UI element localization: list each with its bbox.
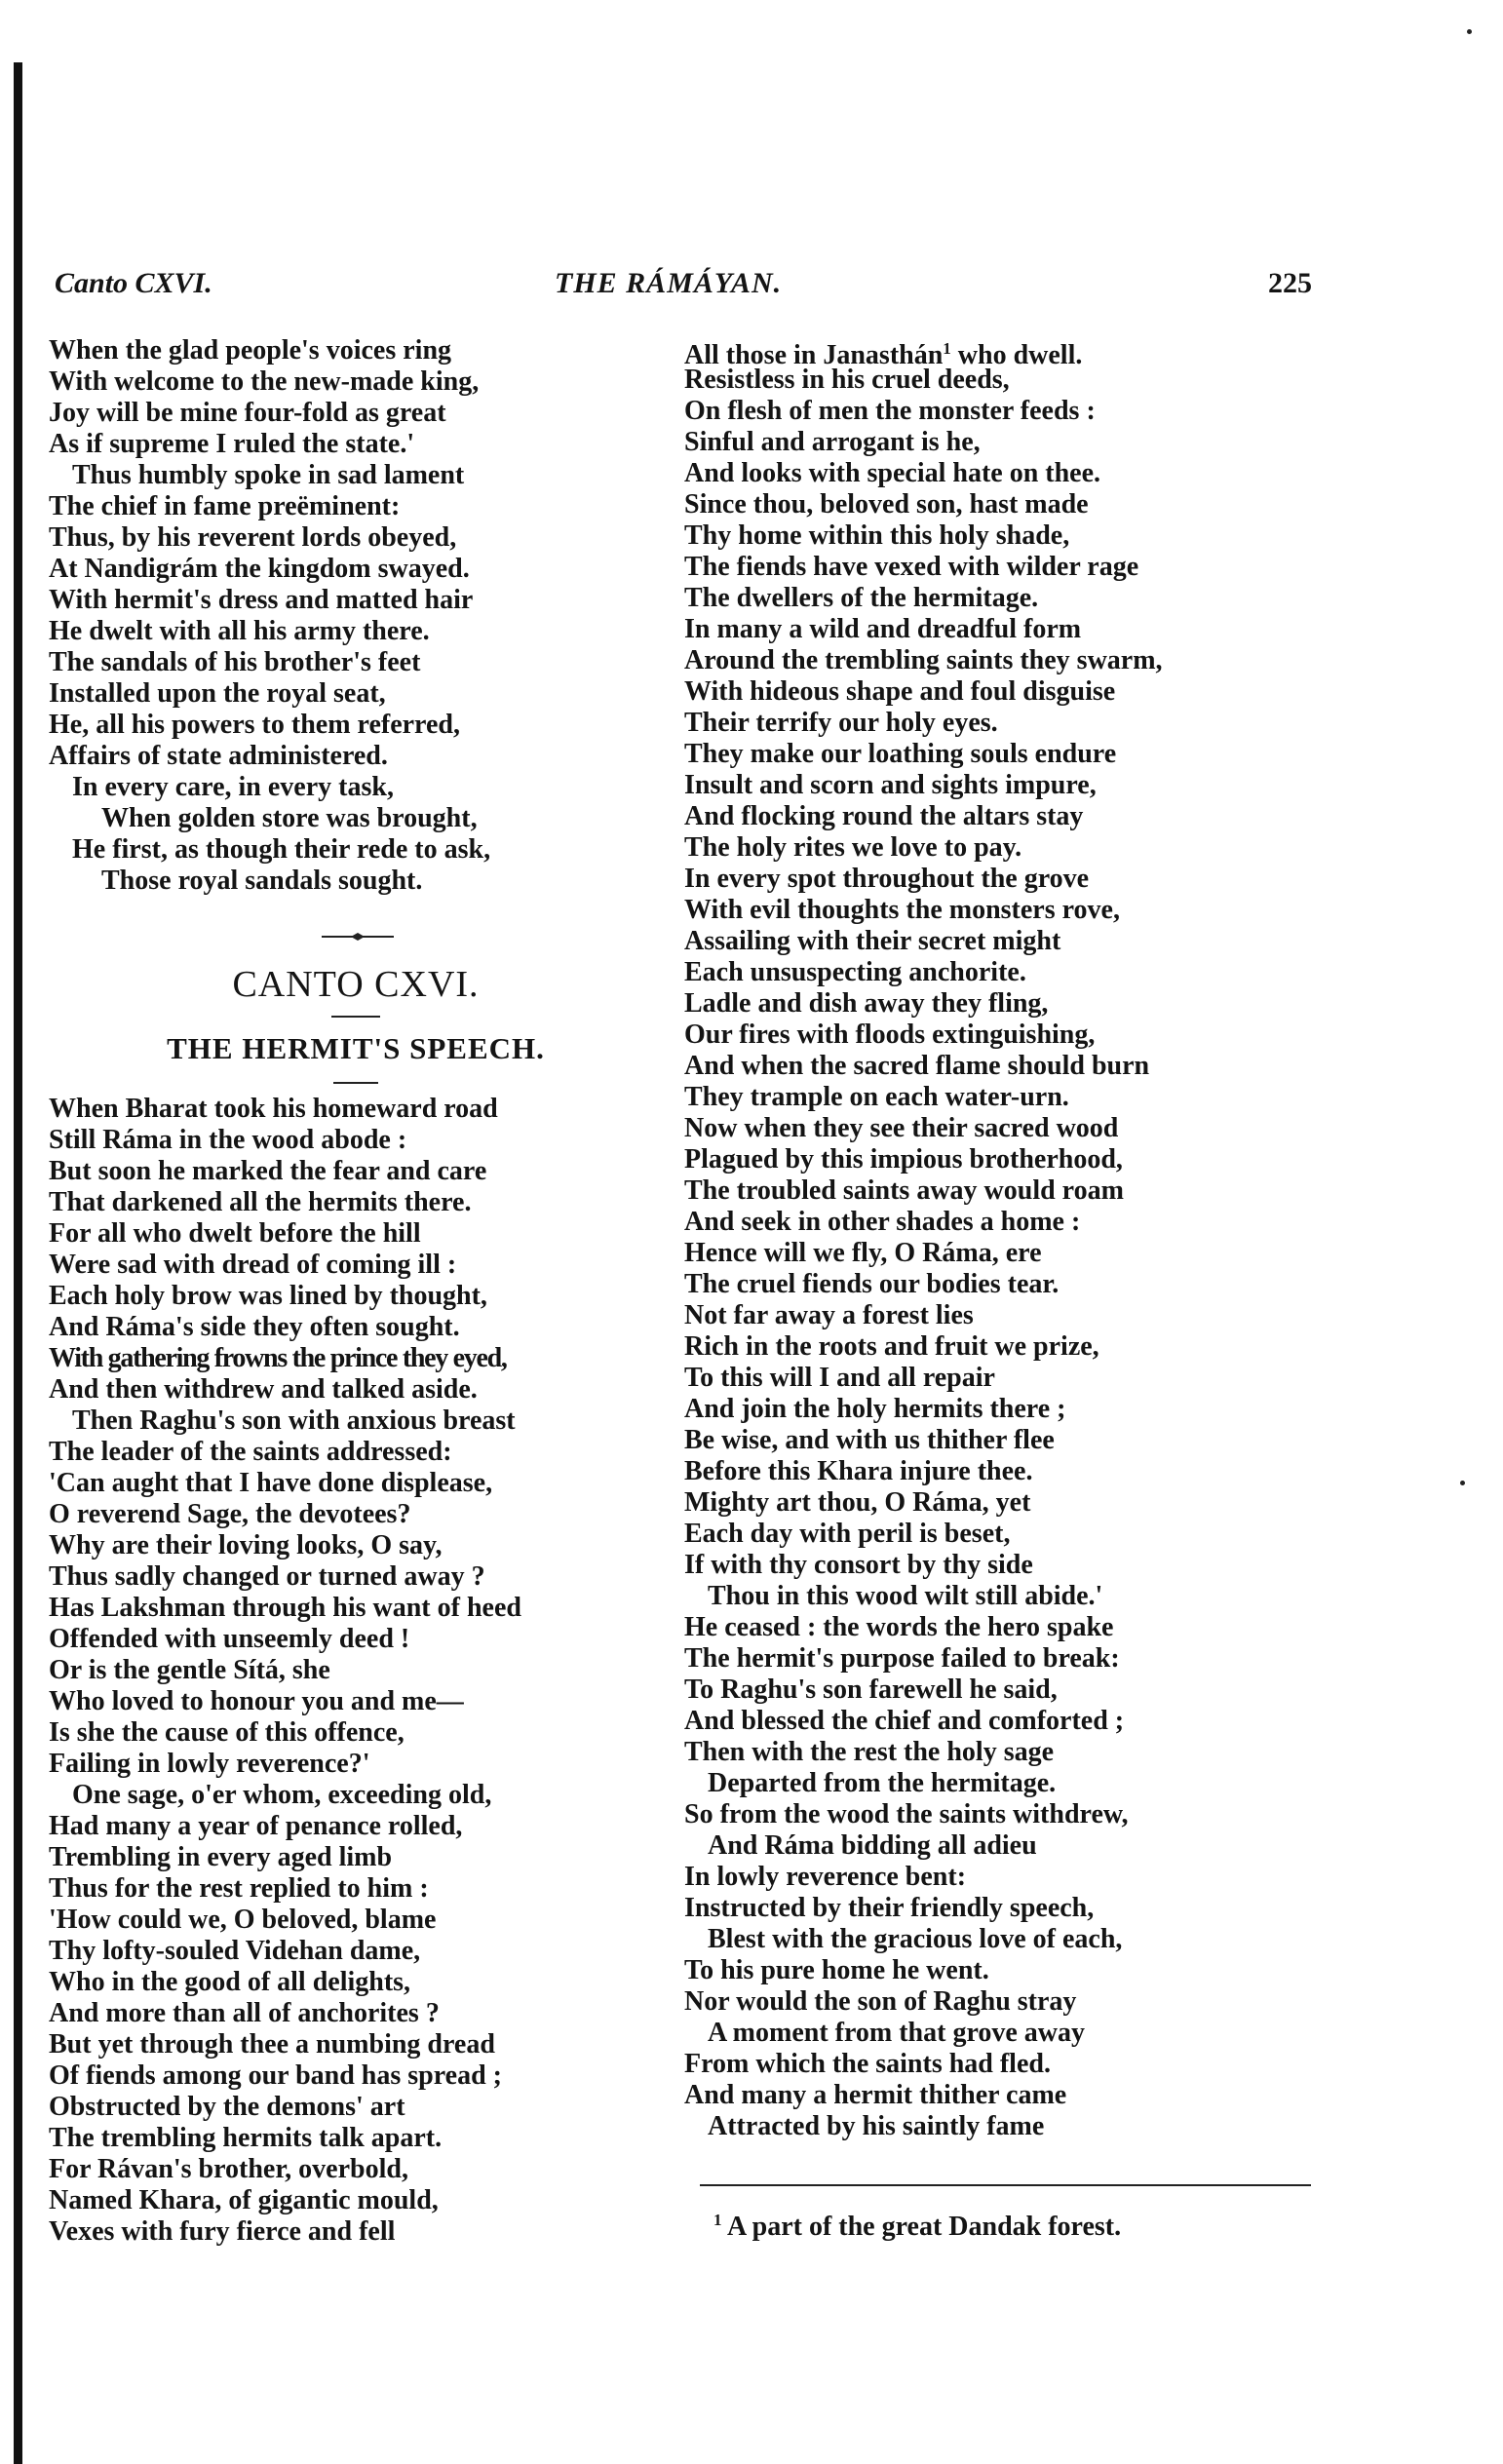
verse-line: At Nandigrám the kingdom swayed. <box>49 554 470 584</box>
verse-line: The fiends have vexed with wilder rage <box>684 552 1139 582</box>
footnote <box>713 2211 1121 2243</box>
print-speck <box>1460 1481 1465 1485</box>
verse-line: They make our loathing souls endure <box>684 739 1117 769</box>
verse-line: Sinful and arrogant is he, <box>684 427 981 457</box>
verse-line: Affairs of state administered. <box>49 741 388 771</box>
verse-line: And looks with special hate on thee. <box>684 458 1101 488</box>
running-header-canto: Canto CXVI. <box>55 267 212 299</box>
verse-line: To Raghu's son farewell he said, <box>684 1675 1058 1705</box>
verse-line: He ceased : the words the hero spake <box>684 1612 1114 1642</box>
right-column <box>684 333 1328 2142</box>
verse-line: Attracted by his saintly fame <box>708 2111 1045 2141</box>
verse-line: To his pure home he went. <box>684 1955 989 1985</box>
verse-line: Or is the gentle Sítá, she <box>49 1655 330 1685</box>
verse-line: When golden store was brought, <box>101 803 478 833</box>
verse-line: The dwellers of the hermitage. <box>684 583 1039 613</box>
verse-line: 'Can aught that I have done displease, <box>49 1468 493 1498</box>
verse-line: Each day with peril is beset, <box>684 1519 1011 1549</box>
verse-line: Why are their loving looks, O say, <box>49 1530 443 1560</box>
verse-line: O reverend Sage, the devotees? <box>49 1499 411 1529</box>
verse-line: And Ráma's side they often sought. <box>49 1312 460 1342</box>
heading-rule <box>333 1082 378 1084</box>
verse-line: And more than all of anchorites ? <box>49 1998 440 2028</box>
page-number: 225 <box>1268 267 1312 299</box>
verse-line: Insult and scorn and sights impure, <box>684 770 1097 800</box>
verse-line: Named Khara, of gigantic mould, <box>49 2185 439 2215</box>
verse-line: Who in the good of all delights, <box>49 1967 411 1997</box>
verse-line: Not far away a forest lies <box>684 1300 974 1330</box>
verse-line: Thus, by his reverent lords obeyed, <box>49 522 457 553</box>
verse-line-end: who dwell. <box>950 340 1083 370</box>
verse-line: The trembling hermits talk apart. <box>49 2123 443 2153</box>
verse-line: Around the trembling saints they swarm, <box>684 645 1163 675</box>
verse-line-start: All those in Janasthán <box>684 340 944 370</box>
verse-line: If with thy consort by thy side <box>684 1550 1033 1580</box>
verse-line: In lowly reverence bent: <box>684 1862 967 1892</box>
verse-line: With evil thoughts the monsters rove, <box>684 895 1120 925</box>
verse-line: Mighty art thou, O Ráma, yet <box>684 1487 1031 1518</box>
verse-line: Plagued by this impious brotherhood, <box>684 1144 1123 1174</box>
verse-line: Rich in the roots and fruit we prize, <box>684 1331 1099 1362</box>
heading-rule <box>331 1016 380 1018</box>
verse-line: In every spot throughout the grove <box>684 864 1090 894</box>
verse-line: Blest with the gracious love of each, <box>708 1924 1123 1954</box>
verse-line: Has Lakshman through his want of heed <box>49 1593 521 1623</box>
verse-line: For Rávan's brother, overbold, <box>49 2154 408 2184</box>
verse-line: Thy lofty-souled Videhan dame, <box>49 1936 421 1966</box>
verse-line: Nor would the son of Raghu stray <box>684 1986 1077 2017</box>
verse-line: Departed from the hermitage. <box>708 1768 1057 1798</box>
verse-line: They trample on each water-urn. <box>684 1082 1069 1112</box>
verse-line: On flesh of men the monster feeds : <box>684 396 1096 426</box>
verse-line: Of fiends among our band has spread ; <box>49 2060 502 2091</box>
running-header <box>55 267 1312 302</box>
footnote-text: A part of the great Dandak forest. <box>721 2212 1122 2242</box>
verse-line: And Ráma bidding all adieu <box>708 1830 1037 1861</box>
verse-line: Trembling in every aged limb <box>49 1842 393 1872</box>
verse-line: And join the holy hermits there ; <box>684 1394 1066 1424</box>
left-column <box>49 335 663 897</box>
verse-line: That darkened all the hermits there. <box>49 1187 472 1217</box>
verse-line: For all who dwelt before the hill <box>49 1218 421 1249</box>
left-column-lower <box>49 1094 663 2248</box>
verse-line: Thou in this wood wilt still abide.' <box>708 1581 1103 1611</box>
verse-line: Instructed by their friendly speech, <box>684 1893 1095 1923</box>
verse-line: But yet through thee a numbing dread <box>49 2029 495 2060</box>
verse-line: The troubled saints away would roam <box>684 1175 1124 1206</box>
verse-line: Thy home within this holy shade, <box>684 520 1070 551</box>
verse-line: To this will I and all repair <box>684 1363 995 1393</box>
verse-line: Since thou, beloved son, hast made <box>684 489 1089 520</box>
footnote-reference: 1 <box>943 339 951 358</box>
verse-line: The chief in fame preëminent: <box>49 491 401 521</box>
verse-line: And when the sacred flame should burn <box>684 1051 1150 1081</box>
footnote-marker: 1 <box>713 2211 722 2229</box>
verse-line: He first, as though their rede to ask, <box>72 834 491 865</box>
verse-line: Thus humbly spoke in sad lament <box>72 460 465 490</box>
verse-block-bottom <box>49 1094 663 2248</box>
verse-line: The hermit's purpose failed to break: <box>684 1643 1120 1674</box>
verse-line: Vexes with fury fierce and fell <box>49 2216 396 2247</box>
verse-line: With welcome to the new-made king, <box>49 366 480 397</box>
verse-line: So from the wood the saints withdrew, <box>684 1799 1129 1829</box>
running-header-title: THE RÁMÁYAN. <box>555 267 783 299</box>
verse-line: Then Raghu's son with anxious breast <box>72 1405 516 1436</box>
verse-line: But soon he marked the fear and care <box>49 1156 487 1186</box>
verse-line: Thus for the rest replied to him : <box>49 1873 429 1904</box>
verse-line: In many a wild and dreadful form <box>684 614 1082 644</box>
verse-line: The sandals of his brother's feet <box>49 647 421 677</box>
verse-line: With hideous shape and foul disguise <box>684 676 1116 707</box>
verse-line: And flocking round the altars stay <box>684 801 1084 831</box>
verse-line: Who loved to honour you and me— <box>49 1686 464 1716</box>
verse-line: As if supreme I ruled the state.' <box>49 429 415 459</box>
verse-line: Thus sadly changed or turned away ? <box>49 1561 485 1592</box>
verse-line: Ladle and dish away they fling, <box>684 988 1049 1019</box>
verse-line: When Bharat took his homeward road <box>49 1094 498 1124</box>
verse-block-top <box>49 335 663 897</box>
verse-line: Still Ráma in the wood abode : <box>49 1125 407 1155</box>
verse-line: Assailing with their secret might <box>684 926 1061 956</box>
verse-line: The leader of the saints addressed: <box>49 1437 452 1467</box>
verse-line: Offended with unseemly deed ! <box>49 1624 410 1654</box>
canto-heading: CANTO CXVI. <box>232 964 480 1005</box>
verse-line: With hermit's dress and matted hair <box>49 585 474 615</box>
verse-line: He, all his powers to them referred, <box>49 710 460 740</box>
print-speck <box>1467 29 1472 34</box>
verse-line: Obstructed by the demons' art <box>49 2092 405 2122</box>
verse-line: Installed upon the royal seat, <box>49 678 386 709</box>
verse-line: And many a hermit thither came <box>684 2080 1067 2110</box>
verse-line: Were sad with dread of coming ill : <box>49 1250 457 1280</box>
verse-line: In every care, in every task, <box>72 772 394 802</box>
verse-line: Now when they see their sacred wood <box>684 1113 1119 1143</box>
page-binding-edge <box>14 62 22 2464</box>
verse-line: Each unsuspecting anchorite. <box>684 957 1026 987</box>
verse-line: Before this Khara injure thee. <box>684 1456 1033 1486</box>
verse-line: Hence will we fly, O Ráma, ere <box>684 1238 1042 1268</box>
verse-line: Those royal sandals sought. <box>101 866 423 896</box>
verse-line: He dwelt with all his army there. <box>49 616 430 646</box>
verse-line: From which the saints had fled. <box>684 2049 1051 2079</box>
footnote-rule <box>700 2184 1311 2186</box>
verse-line: Resistless in his cruel deeds, <box>684 365 1010 395</box>
ornament-divider <box>322 933 394 941</box>
verse-line: Failing in lowly reverence?' <box>49 1749 370 1779</box>
verse-line: Be wise, and with us thither flee <box>684 1425 1055 1455</box>
verse-line: One sage, o'er whom, exceeding old, <box>72 1780 492 1810</box>
verse-line: When the glad people's voices ring <box>49 335 452 366</box>
verse-line: The cruel fiends our bodies tear. <box>684 1269 1060 1299</box>
verse-line: Their terrify our holy eyes. <box>684 708 998 738</box>
verse-line: Is she the cause of this offence, <box>49 1717 405 1748</box>
verse-line: Had many a year of penance rolled, <box>49 1811 463 1841</box>
verse-line: And seek in other shades a home : <box>684 1207 1081 1237</box>
verse-line: Then with the rest the holy sage <box>684 1737 1055 1767</box>
verse-line: And then withdrew and talked aside. <box>49 1374 478 1405</box>
verse-line: A moment from that grove away <box>708 2018 1086 2048</box>
verse-line: Our fires with floods extinguishing, <box>684 1020 1096 1050</box>
verse-line: Each holy brow was lined by thought, <box>49 1281 487 1311</box>
verse-line: 'How could we, O beloved, blame <box>49 1905 437 1935</box>
verse-line: The holy rites we love to pay. <box>684 832 1022 863</box>
verse-line: Joy will be mine four-fold as great <box>49 398 446 428</box>
verse-line: With gathering frowns the prince they eyed, <box>49 1343 507 1373</box>
verse-line: And blessed the chief and comforted ; <box>684 1706 1125 1736</box>
section-heading: THE HERMIT'S SPEECH. <box>167 1031 545 1065</box>
verse-line-with-footnote <box>684 333 1328 370</box>
